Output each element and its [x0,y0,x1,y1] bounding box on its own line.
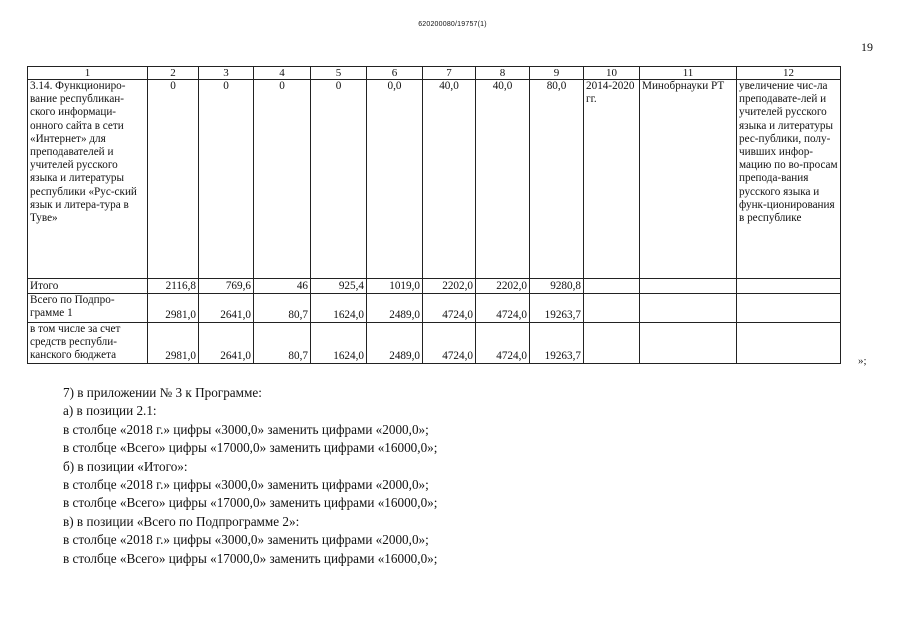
value-cell: 2202,0 [423,279,476,294]
empty-cell [640,294,737,323]
amendment-text [63,384,437,568]
budget-table [27,66,841,364]
header-cell: 10 [584,67,640,80]
empty-cell [737,279,841,294]
value-cell: 2981,0 [148,323,199,364]
executor-cell: Минобрнауки РТ [640,80,737,279]
table-row [28,323,841,364]
text-line: в столбце «Всего» цифры «17000,0» заменить цифрами «16000,0»; [63,495,438,511]
value-cell: 4724,0 [423,294,476,323]
row-description: в том числе за счет средств республи-канского бюджета [28,323,148,364]
row-description: Всего по Подпро-грамме 1 [28,294,148,323]
value-cell: 80,7 [254,294,311,323]
empty-cell [640,323,737,364]
table-header-row [28,67,841,80]
value-cell: 769,6 [199,279,254,294]
text-line: а) в позиции 2.1: [63,403,157,419]
value-cell: 2489,0 [367,323,423,364]
value-cell: 1019,0 [367,279,423,294]
table-row [28,294,841,323]
value-cell: 1624,0 [311,294,367,323]
value-cell: 0,0 [367,80,423,279]
value-cell: 40,0 [476,80,530,279]
header-cell: 8 [476,67,530,80]
text-line: в столбце «Всего» цифры «17000,0» заменить цифрами «16000,0»; [63,550,438,566]
value-cell: 1624,0 [311,323,367,364]
value-cell: 4724,0 [476,323,530,364]
value-cell: 80,7 [254,323,311,364]
table-closing-quote: »; [858,355,867,367]
header-cell: 2 [148,67,199,80]
result-cell: увеличение чис-ла преподавате-лей и учителей русского языка и литературы рес-публики, полу-чивших инфор-мацию по во-просам препода-вания русского языка и функ-ционирования в республике [737,80,841,279]
value-cell: 2641,0 [199,294,254,323]
table-row [28,80,841,279]
value-cell: 2981,0 [148,294,199,323]
header-cell: 5 [311,67,367,80]
text-line: в столбце «2018 г.» цифры «3000,0» заменить цифрами «2000,0»; [63,477,429,493]
empty-cell [584,279,640,294]
value-cell: 2116,8 [148,279,199,294]
header-cell: 1 [28,67,148,80]
value-cell: 0 [148,80,199,279]
value-cell: 46 [254,279,311,294]
value-cell: 0 [199,80,254,279]
value-cell: 9280,8 [530,279,584,294]
value-cell: 0 [311,80,367,279]
empty-cell [737,294,841,323]
value-cell: 4724,0 [423,323,476,364]
header-cell: 3 [199,67,254,80]
text-line: в столбце «2018 г.» цифры «3000,0» заменить цифрами «2000,0»; [63,421,429,437]
text-line: в столбце «2018 г.» цифры «3000,0» заменить цифрами «2000,0»; [63,532,429,548]
row-description: Итого [28,279,148,294]
value-cell: 2202,0 [476,279,530,294]
value-cell: 4724,0 [476,294,530,323]
document-code: 620200080/19757(1) [418,21,487,28]
period-cell: 2014-2020 гг. [584,80,640,279]
text-line: в) в позиции «Всего по Подпрограмме 2»: [63,513,300,529]
header-cell: 7 [423,67,476,80]
row-description: 3.14. Функциониро-вание республикан-ского информаци-онного сайта в сети «Интернет» для преподавателей и учителей русского языка и литературы республики «Рус-ский язык и литера-тура в Туве» [28,80,148,279]
table-row [28,279,841,294]
empty-cell [737,323,841,364]
value-cell: 0 [254,80,311,279]
header-cell: 6 [367,67,423,80]
text-line: б) в позиции «Итого»: [63,458,188,474]
value-cell: 80,0 [530,80,584,279]
text-line: в столбце «Всего» цифры «17000,0» заменить цифрами «16000,0»; [63,440,438,456]
empty-cell [584,294,640,323]
header-cell: 9 [530,67,584,80]
header-cell: 4 [254,67,311,80]
header-cell: 11 [640,67,737,80]
empty-cell [640,279,737,294]
page-number: 19 [861,40,873,54]
header-cell: 12 [737,67,841,80]
text-line: 7) в приложении № 3 к Программе: [63,385,262,400]
value-cell: 19263,7 [530,323,584,364]
empty-cell [584,323,640,364]
value-cell: 19263,7 [530,294,584,323]
value-cell: 925,4 [311,279,367,294]
value-cell: 2489,0 [367,294,423,323]
value-cell: 40,0 [423,80,476,279]
value-cell: 2641,0 [199,323,254,364]
